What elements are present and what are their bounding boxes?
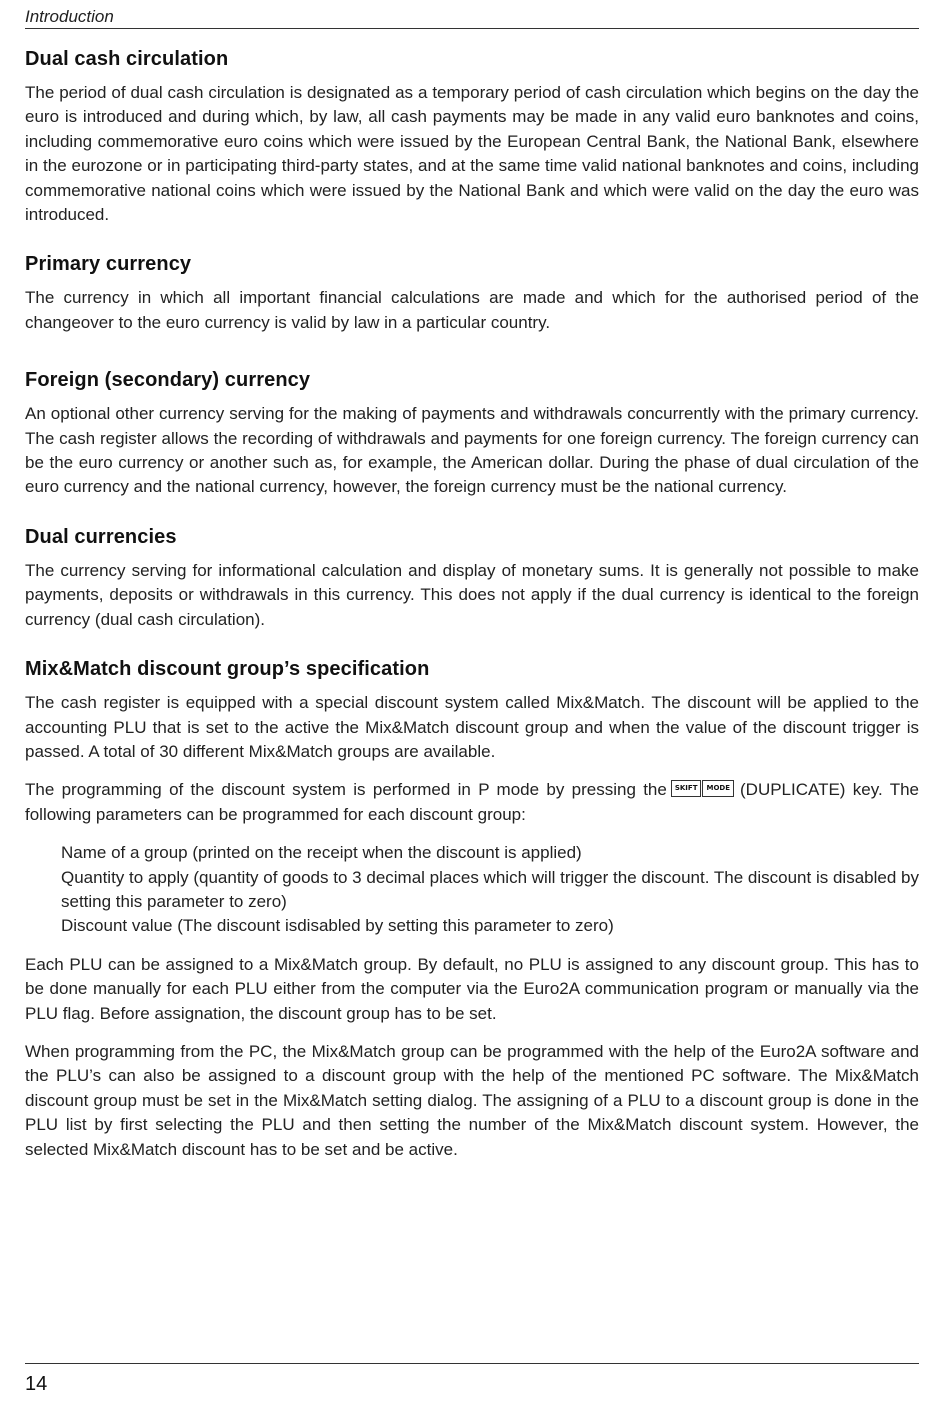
list-item: Quantity to apply (quantity of goods to 3 decimal places which will trigger the discount. The discount is disabled by setting this parameter to zero) xyxy=(61,867,919,911)
header-rule xyxy=(25,28,919,29)
programming-text-before: The programming of the discount system is performed in P mode by pressing the xyxy=(25,780,667,800)
skift-key: SKIFT xyxy=(671,780,702,797)
page-content xyxy=(25,44,919,1162)
section-mix-match xyxy=(25,654,919,1162)
section-paragraph: The currency in which all important financial calculations are made and which for the authorised period of the changeover to the euro currency is valid by law in a particular country. xyxy=(25,288,919,332)
section-paragraph: The period of dual cash circulation is designated as a temporary period of cash circulation which begins on the day the euro is introduced and during which, by law, all cash payments may be made in any valid euro banknotes and coins, including commemorative euro coins which were issued by the European Central Bank, the National Bank, elsewhere in the eurozone or in participating third-party states, and at the same time valid national banknotes and coins, including commemorative national coins which were issued by the National Bank and which were valid on the day the euro was introduced. xyxy=(25,83,919,225)
parameter-list xyxy=(61,841,919,939)
programming-text-after: (DUPLICATE) key. The following parameters can be programmed for each discount group: xyxy=(25,780,919,824)
section-heading: Foreign (secondary) currency xyxy=(25,369,311,392)
footer-rule xyxy=(25,1363,919,1364)
section-paragraph: An optional other currency serving for the making of payments and withdrawals concurrently with the primary currency. The cash register allows the recording of withdrawals and payments for one foreign currency. The foreign currency can be the euro currency or another such as, for example, the American dollar. During the phase of dual circulation of the euro currency and the national currency, however, the foreign currency must be the national currency. xyxy=(25,404,919,497)
section-paragraph: The currency serving for informational calculation and display of monetary sums. It is generally not possible to make payments, deposits or withdrawals in this currency. This does not apply if the dual currency is identical to the foreign currency (dual cash circulation). xyxy=(25,560,919,629)
section-heading: Primary currency xyxy=(25,253,192,276)
running-header: Introduction xyxy=(25,7,114,26)
section-primary-currency xyxy=(25,249,919,335)
section-paragraph: Each PLU can be assigned to a Mix&Match group. By default, no PLU is assigned to any discount group. This has to be done manually for each PLU either from the computer via the Euro2A communication program or manually via the PLU flag. Before assignation, the discount group has to be set. xyxy=(25,954,919,1023)
section-heading: Mix&Match discount group’s specification xyxy=(25,658,430,681)
section-paragraph: When programming from the PC, the Mix&Match group can be programmed with the help of the Euro2A software and the PLU’s can also be assigned to a discount group with the help of the mentioned PC software. The Mix&Match discount group must be set in the Mix&Match setting dialog. The assigning of a PLU to a discount group is done in the PLU list by first selecting the PLU and then setting the number of the Mix&Match discount system. However, the selected Mix&Match discount has to be set and be active. xyxy=(25,1041,919,1159)
section-heading: Dual currencies xyxy=(25,525,177,548)
page-number: 14 xyxy=(25,1373,48,1395)
document-page xyxy=(25,0,919,1401)
skift-mode-keys xyxy=(671,780,734,797)
mode-key: MODE xyxy=(702,780,734,797)
programming-paragraph xyxy=(25,778,919,827)
section-foreign-currency xyxy=(25,365,919,500)
list-item: Discount value (The discount isdisabled by setting this parameter to zero) xyxy=(61,916,614,936)
section-dual-currencies xyxy=(25,522,919,632)
section-dual-cash-circulation xyxy=(25,44,919,227)
list-item: Name of a group (printed on the receipt when the discount is applied) xyxy=(61,843,582,863)
section-paragraph: The cash register is equipped with a special discount system called Mix&Match. The discount will be applied to the accounting PLU that is set to the active the Mix&Match discount group and when the value of the discount trigger is passed. A total of 30 different Mix&Match groups are available. xyxy=(25,693,919,761)
section-heading: Dual cash circulation xyxy=(25,48,229,70)
